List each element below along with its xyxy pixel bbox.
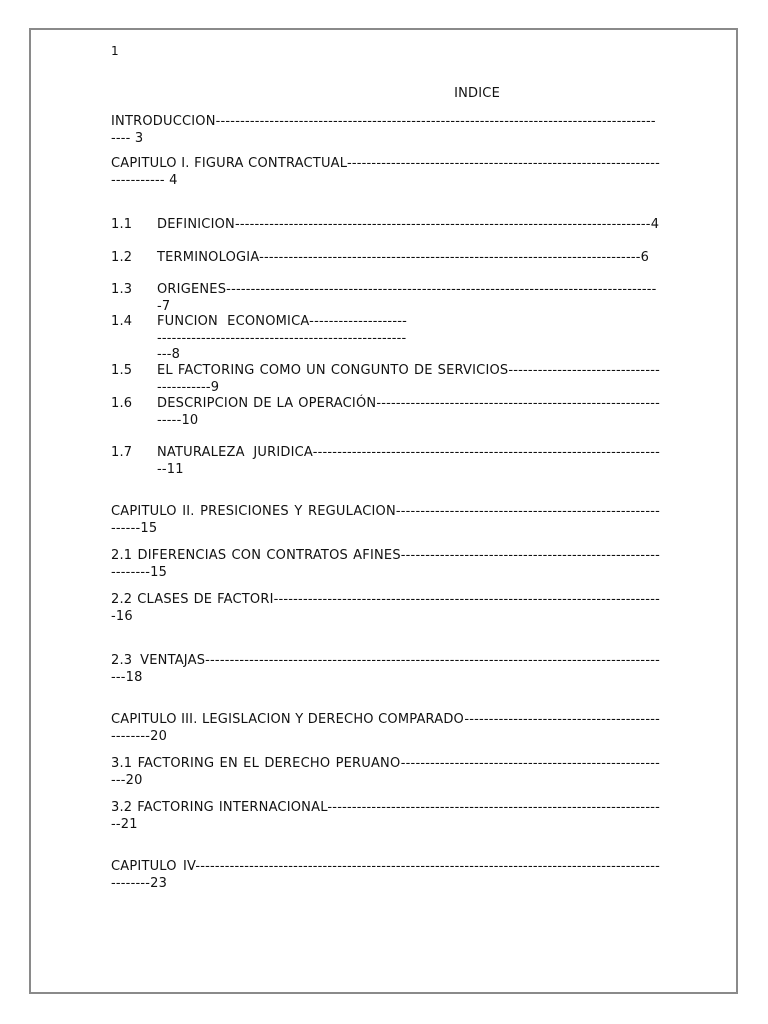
toc-entry-number: 1.3 [111,282,133,297]
toc-entry-text: NATURALEZA JURIDICA-------------------------------------------------------------------------11 [157,445,660,477]
toc-entry-text: ORIGENES-----------------------------------------------------------------------------------------7 [157,282,657,314]
toc-entry-capitulo-3: CAPITULO III. LEGISLACION Y DERECHO COMPARADO------------------------------------------------20 [111,712,660,744]
toc-entry-text: FUNCION ECONOMICA--------------------------------------------------------------------------8 [157,314,407,362]
toc-entry-capitulo-2: CAPITULO II. PRESICIONES Y REGULACION------------------------------------------------------------15 [111,504,660,536]
toc-title: INDICE [454,86,500,101]
toc-entry-number: 1.4 [111,314,133,329]
page-number: 1 [111,44,119,58]
toc-entry-capitulo-1: CAPITULO I. FIGURA CONTRACTUAL--------------------------------------------------------------------------- 4 [111,156,660,188]
toc-entry-2-3: 2.3 VENTAJAS------------------------------------------------------------------------------------------------18 [111,653,660,685]
toc-entry-number: 1.2 [111,250,133,265]
toc-entry-3-1: 3.1 FACTORING EN EL DERECHO PERUANO--------------------------------------------------------20 [111,756,660,788]
toc-entry-number: 1.6 [111,396,133,411]
toc-entry-2-2: 2.2 CLASES DE FACTORI--------------------------------------------------------------------------------16 [111,592,660,624]
toc-entry-number: 1.5 [111,363,133,378]
toc-entry-2-1: 2.1 DIFERENCIAS CON CONTRATOS AFINES-------------------------------------------------------------15 [111,548,660,580]
toc-entry-text: EL FACTORING COMO UN CONGUNTO DE SERVICIOS------------------------------------------9 [157,363,660,395]
toc-entry-text: TERMINOLOGIA------------------------------------------------------------------------------6 [157,250,650,265]
toc-entry-text: DEFINICION-------------------------------------------------------------------------------------4 [157,217,660,232]
toc-entry-capitulo-4: CAPITULO IV-------------------------------------------------------------------------------------------------------23 [111,859,660,891]
toc-entry-introduccion: INTRODUCCION---------------------------------------------------------------------------------------------- 3 [111,114,656,146]
toc-entry-number: 1.7 [111,445,133,460]
toc-entry-number: 1.1 [111,217,133,232]
toc-entry-3-2: 3.2 FACTORING INTERNACIONAL----------------------------------------------------------------------21 [111,800,660,832]
document-page [29,28,738,994]
toc-entry-text: DESCRIPCION DE LA OPERACIÓN---------------------------------------------------------------10 [157,396,660,428]
